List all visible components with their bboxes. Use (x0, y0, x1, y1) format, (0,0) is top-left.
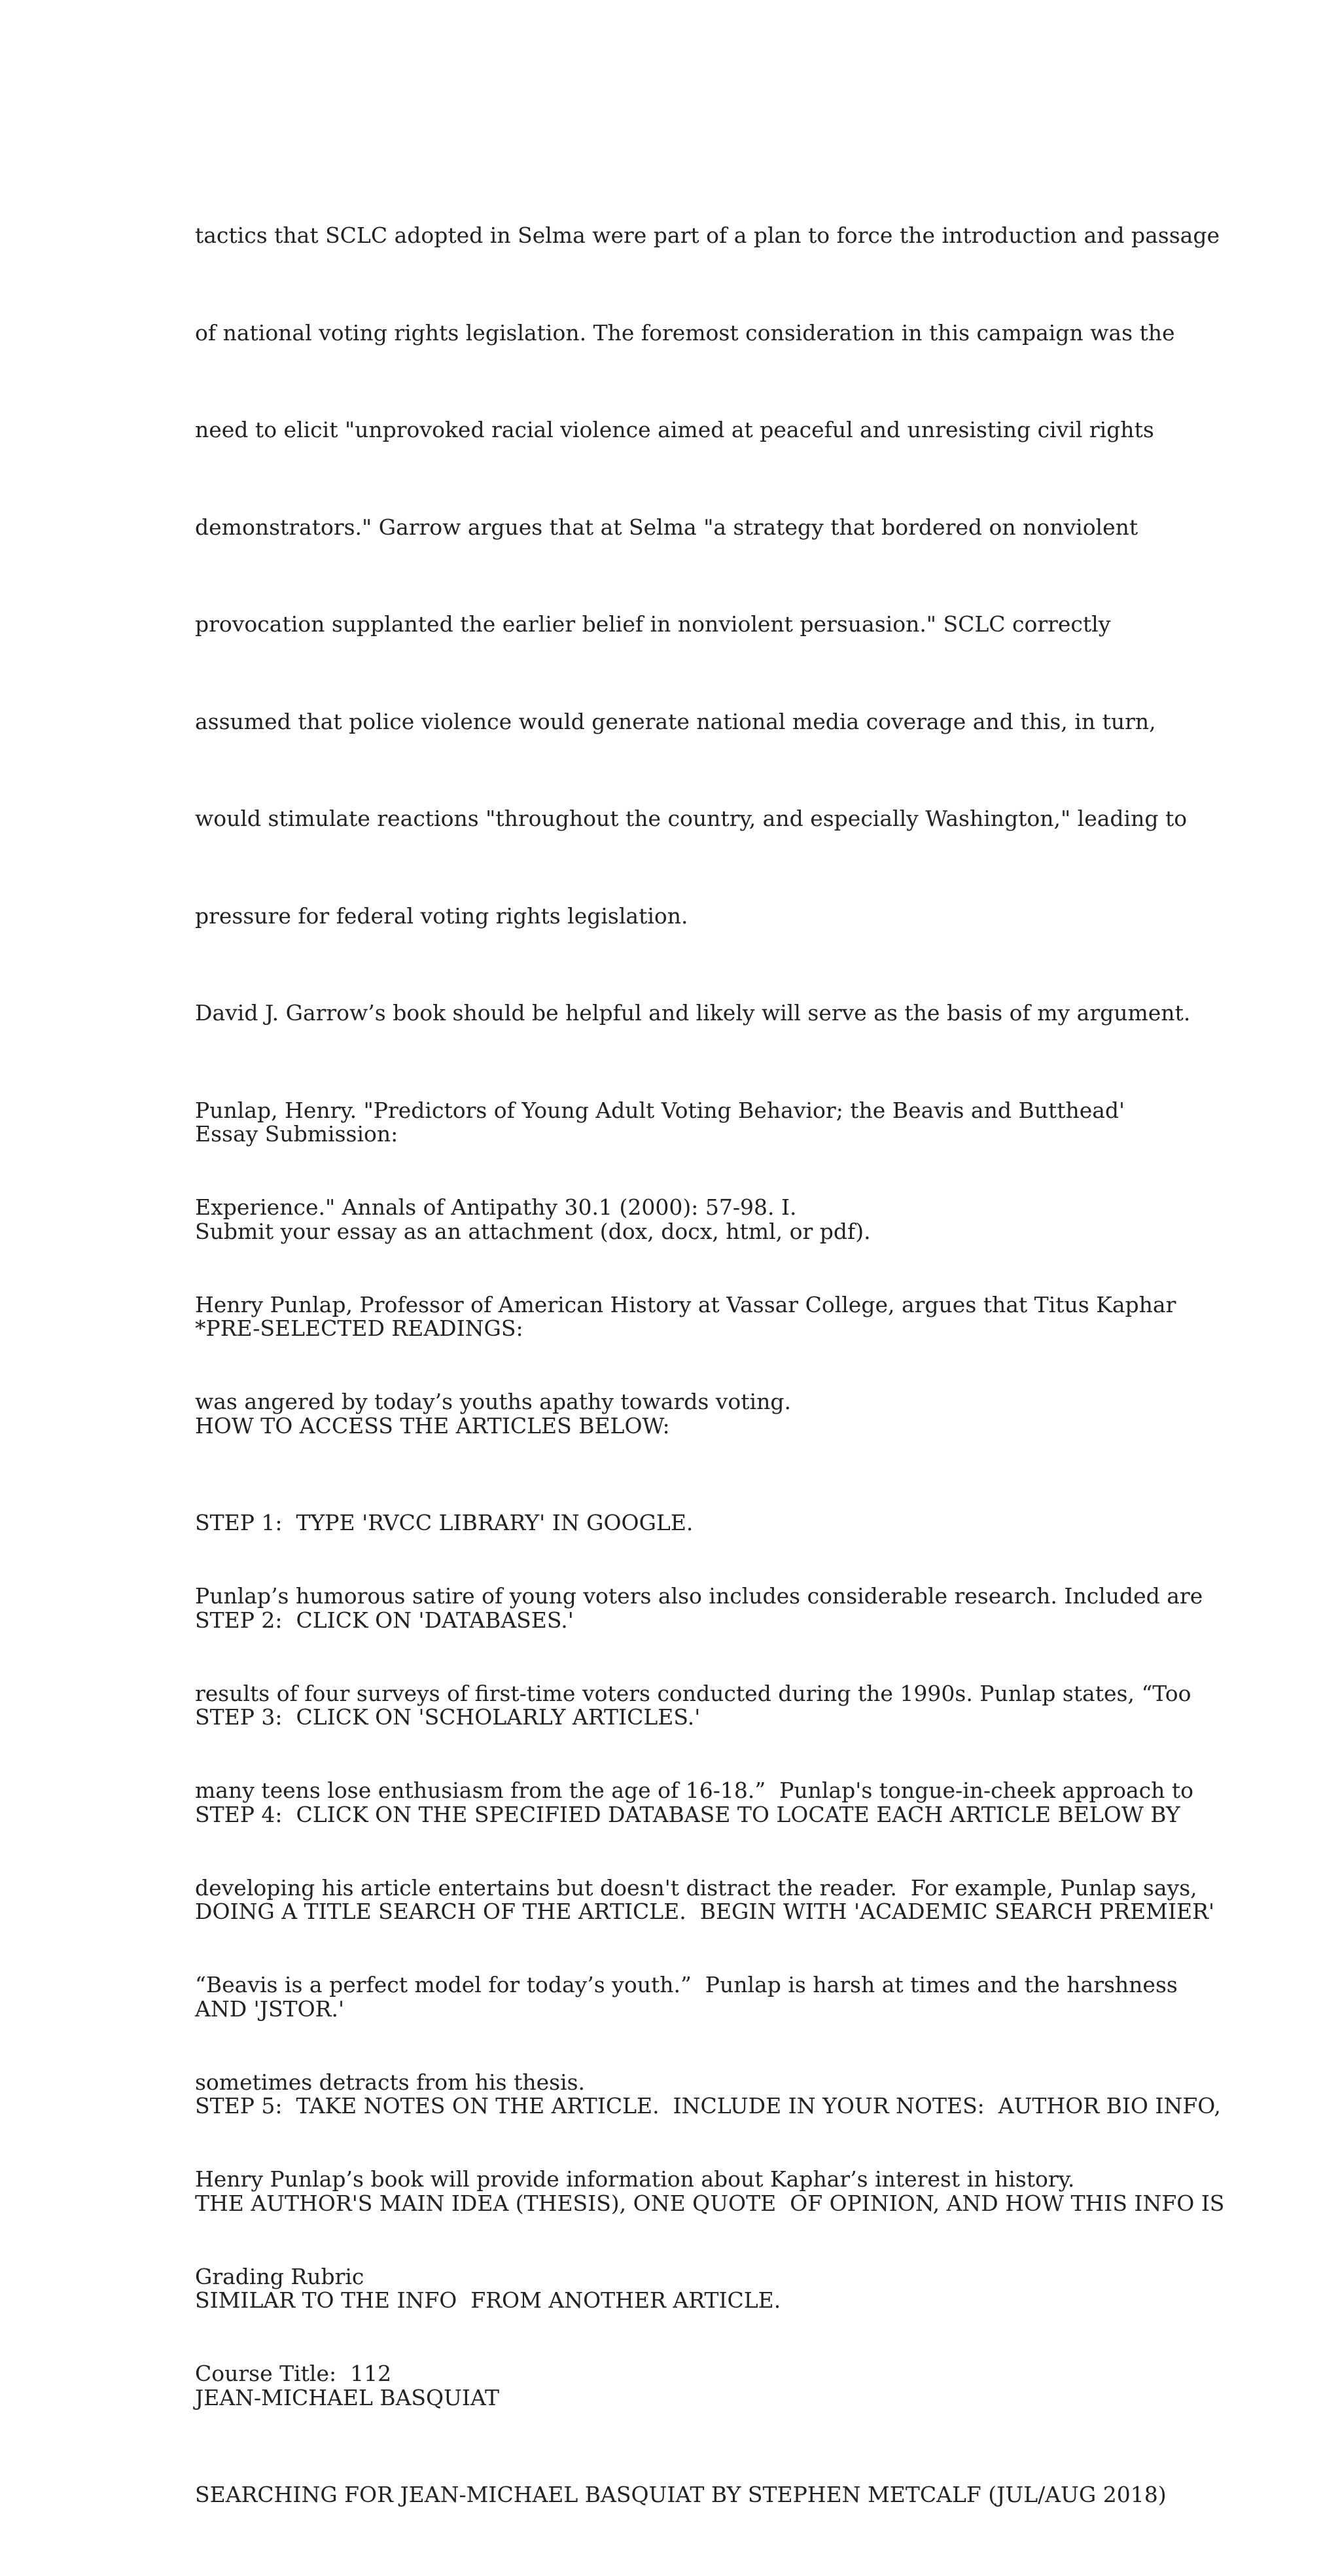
reading-topic: JEAN-MICHAEL BASQUIAT (195, 2384, 499, 2410)
text-line: developing his article entertains but doesn't distract the reader. For example, Punlap says, (195, 1874, 1197, 1901)
citation-line: Punlap, Henry. "Predictors of Young Adult Voting Behavior; the Beavis and Butthead' (195, 1097, 1125, 1123)
text-line: was angered by today’s youths apathy towards voting. (195, 1389, 791, 1414)
text-line: many teens lose enthusiasm from the age of 16-18.” Punlap's tongue-in-cheek approach to (195, 1778, 1194, 1803)
text-line: need to elicit "unprovoked racial violence aimed at peaceful and unresisting civil rights (195, 417, 1154, 442)
text-line: tactics that SCLC adopted in Selma were part of a plan to force the introduction and passage (195, 223, 1220, 248)
text-line: would stimulate reactions "throughout the country, and especially Washington," leading to (195, 806, 1188, 831)
step-line: STEP 2: CLICK ON 'DATABASES.' (195, 1607, 574, 1633)
section-heading: Grading Rubric (195, 2263, 364, 2289)
text-line: Henry Punlap’s book will provide information about Kaphar’s interest in history. (195, 2166, 1075, 2192)
citation-line: Experience." Annals of Antipathy 30.1 (2000): 57-98. I. (195, 1194, 797, 1220)
step-line: SIMILAR TO THE INFO FROM ANOTHER ARTICLE. (195, 2287, 781, 2313)
text-line: Submit your essay as an attachment (dox, docx, html, or pdf). (195, 1218, 871, 1244)
section-heading: *PRE-SELECTED READINGS: (195, 1315, 523, 1341)
step-line: DOING A TITLE SEARCH OF THE ARTICLE. BEGIN WITH 'ACADEMIC SEARCH PREMIER' (195, 1899, 1215, 1924)
text-line: David J. Garrow’s book should be helpful and likely will serve as the basis of my argument. (195, 1000, 1191, 1026)
step-line: STEP 5: TAKE NOTES ON THE ARTICLE. INCLUDE IN YOUR NOTES: AUTHOR BIO INFO, (195, 2093, 1221, 2119)
text-line: demonstrators." Garrow argues that at Selma "a strategy that bordered on nonviolent (195, 514, 1138, 540)
reading-title: SEARCHING FOR JEAN-MICHAEL BASQUIAT BY STEPHEN METCALF (JUL/AUG 2018) (195, 2482, 1167, 2507)
body-text-block-2 (195, 1053, 1225, 2576)
section-heading: HOW TO ACCESS THE ARTICLES BELOW: (195, 1412, 670, 1439)
section-heading: Essay Submission: (195, 1121, 398, 1147)
text-line: pressure for federal voting rights legislation. (195, 903, 688, 929)
step-line: STEP 4: CLICK ON THE SPECIFIED DATABASE TO LOCATE EACH ARTICLE BELOW BY (195, 1801, 1180, 1827)
text-line: “Beavis is a perfect model for today’s youth.” Punlap is harsh at times and the harshness (195, 1972, 1178, 1997)
step-line: STEP 3: CLICK ON 'SCHOLARLY ARTICLES.' (195, 1704, 701, 1730)
text-line: provocation supplanted the earlier belief in nonviolent persuasion." SCLC correctly (195, 611, 1111, 637)
course-title: Course Title: 112 (195, 2361, 392, 2386)
text-line: sometimes detracts from his thesis. (195, 2069, 586, 2095)
text-line: assumed that police violence would generate national media coverage and this, in turn, (195, 708, 1156, 734)
step-line: AND 'JSTOR.' (195, 1995, 345, 2022)
text-line: Henry Punlap, Professor of American History at Vassar College, argues that Titus Kaphar (195, 1291, 1176, 1317)
step-line: STEP 1: TYPE 'RVCC LIBRARY' IN GOOGLE. (195, 1510, 694, 1535)
step-line: THE AUTHOR'S MAIN IDEA (THESIS), ONE QUOTE OF OPINION, AND HOW THIS INFO IS (195, 2190, 1225, 2216)
text-line: of national voting rights legislation. The foremost consideration in this campaign was the (195, 319, 1175, 346)
text-line: results of four surveys of first-time voters conducted during the 1990s. Punlap states, “Too (195, 1680, 1191, 1706)
text-line: Punlap’s humorous satire of young voters also includes considerable research. Included are (195, 1583, 1203, 1609)
